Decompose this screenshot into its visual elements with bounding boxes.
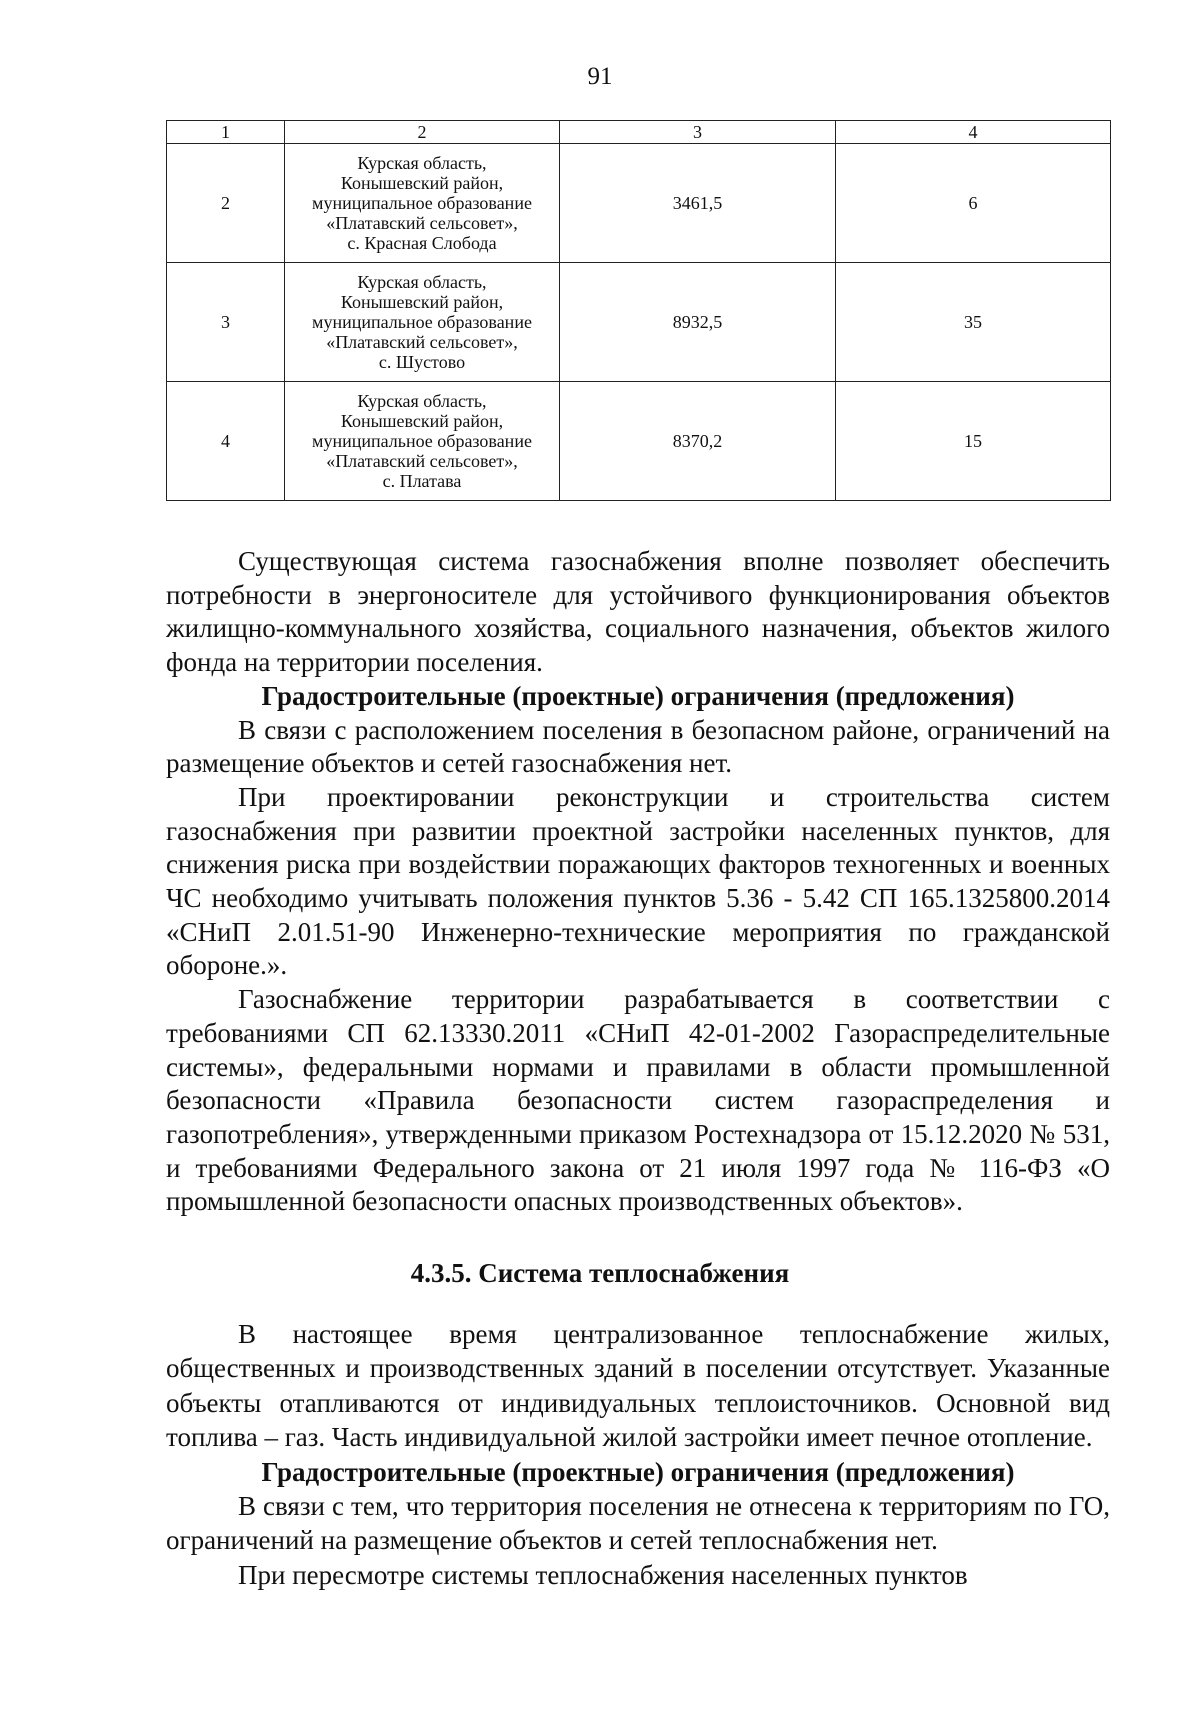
table-header-cell: 2 bbox=[285, 121, 560, 144]
address-line: Курская область, bbox=[357, 391, 487, 411]
address-cell bbox=[285, 382, 560, 501]
address-line: муниципальное образование bbox=[312, 312, 532, 332]
paragraph-gas-design: При проектировании реконструкции и строительства систем газоснабжения при развитии проектной застройки населенных пунктов, для снижения риска при воздействии поражающих факторов техногенных и военных ЧС необходимо учитывать положения пунктов 5.36 - 5.42 СП 165.1325800.2014 «СНиП 2.01.51-90 Инженерно-технические мероприятия по гражданской обороне.». bbox=[166, 781, 1110, 981]
address-line: Конышевский район, bbox=[340, 292, 504, 312]
table-header-row bbox=[167, 121, 1111, 144]
address-cell bbox=[285, 144, 560, 263]
section-heading-heat-supply: 4.3.5. Система теплоснабжения bbox=[410, 1258, 790, 1288]
address-line: с. Красная Слобода bbox=[347, 233, 497, 253]
row-number-cell: 2 bbox=[167, 144, 285, 263]
row-number-cell: 4 bbox=[167, 382, 285, 501]
address-line: Курская область, bbox=[357, 153, 487, 173]
table-header-cell: 4 bbox=[836, 121, 1111, 144]
address-line: муниципальное образование bbox=[312, 431, 532, 451]
paragraph-gas-requirements: Газоснабжение территории разрабатывается в соответствии с требованиями СП 62.13330.2011 «СНиП 42-01-2002 Газораспределительные системы», федеральными нормами и правилами в области промышленной безопасности «Правила безопасности систем газораспределения и газопотребления», утвержденными приказом Ростехнадзора от 15.12.2020 № 531, и требованиями Федерального закона от 21 июля 1997 года № 116-ФЗ «О промышленной безопасности опасных производственных объектов». bbox=[166, 984, 1110, 1217]
address-line: «Платавский сельсовет», bbox=[326, 451, 518, 471]
table-header-cell: 1 bbox=[167, 121, 285, 144]
row-number-cell: 3 bbox=[167, 263, 285, 382]
table-row bbox=[167, 263, 1111, 382]
paragraph-gas-restrictions: В связи с расположением поселения в безопасном районе, ограничений на размещение объектов и сетей газоснабжения нет. bbox=[166, 714, 1110, 779]
address-line: Курская область, bbox=[357, 272, 487, 292]
address-line: с. Платава bbox=[382, 471, 462, 491]
address-line: «Платавский сельсовет», bbox=[326, 213, 518, 233]
subheading-restrictions-heat: Градостроительные (проектные) ограничения (предложения) bbox=[261, 1456, 1015, 1487]
value-cell-col3: 3461,5 bbox=[560, 144, 836, 263]
address-line: муниципальное образование bbox=[312, 193, 532, 213]
address-line: Конышевский район, bbox=[340, 411, 504, 431]
settlements-table bbox=[166, 120, 1111, 501]
heat-supply-text bbox=[166, 1317, 1110, 1592]
table-row bbox=[167, 382, 1111, 501]
page-number: 91 bbox=[587, 63, 613, 90]
paragraph-gas-system: Существующая система газоснабжения вполне позволяет обеспечить потребности в энергоносителе для устойчивого функционирования объектов жилищно-коммунального хозяйства, социального назначения, объектов жилого фонда на территории поселения. bbox=[166, 546, 1110, 678]
paragraph-heat-current: В настоящее время централизованное теплоснабжение жилых, общественных и производственных зданий в поселении отсутствует. Указанные объекты отапливаются от индивидуальных теплоисточников. Основной вид топлива – газ. Часть индивидуальной жилой застройки имеет печное отопление. bbox=[166, 1319, 1110, 1453]
subheading-restrictions-gas: Градостроительные (проектные) ограничения (предложения) bbox=[261, 680, 1015, 711]
gas-supply-text bbox=[166, 545, 1110, 1219]
value-cell-col3: 8370,2 bbox=[560, 382, 836, 501]
paragraph-heat-revision: При пересмотре системы теплоснабжения населенных пунктов bbox=[238, 1559, 968, 1590]
value-cell-col4: 35 bbox=[836, 263, 1111, 382]
value-cell-col3: 8932,5 bbox=[560, 263, 836, 382]
address-line: с. Шустово bbox=[378, 352, 466, 372]
table-row bbox=[167, 144, 1111, 263]
table-header-cell: 3 bbox=[560, 121, 836, 144]
address-line: Конышевский район, bbox=[340, 173, 504, 193]
paragraph-heat-restrictions: В связи с тем, что территория поселения не отнесена к территориям по ГО, ограничений на размещение объектов и сетей теплоснабжения нет. bbox=[166, 1491, 1110, 1556]
value-cell-col4: 15 bbox=[836, 382, 1111, 501]
address-cell bbox=[285, 263, 560, 382]
address-line: «Платавский сельсовет», bbox=[326, 332, 518, 352]
value-cell-col4: 6 bbox=[836, 144, 1111, 263]
